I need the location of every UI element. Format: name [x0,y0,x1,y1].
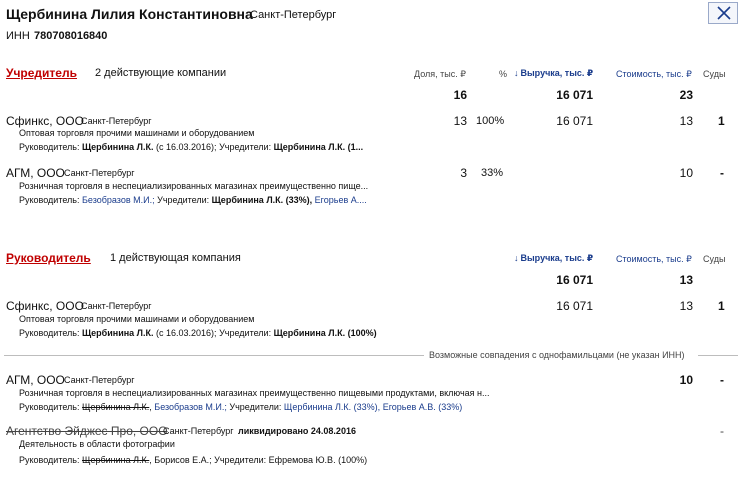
director-header-revenue[interactable] [514,253,593,264]
header-value[interactable]: Стоимость, тыс. ₽ [616,69,692,79]
head-link[interactable]: Щербинина Л.К. [82,142,154,152]
matches-caption: Возможные совпадения с однофамильцами (не указан ИНН) [429,350,685,360]
company-activity: Оптовая торговля прочими машинами и оборудованием [19,128,255,138]
arrow-down-icon: ↓ [514,253,519,263]
inn-label: ИНН [6,30,30,42]
company-city: Санкт-Петербург [64,375,135,385]
founders-link[interactable]: Щербинина Л.К. (33%), [283,402,381,412]
founder-section-title[interactable]: Учредитель [6,66,77,80]
company-people: Руководитель: Щербинина Л.К., Безобразов М.И.; Учредители: Щербинина Л.К. (33%), Егорьев А.В. (33%) [19,402,463,412]
company-courts[interactable]: 1 [718,299,725,313]
company-courts: - [720,424,724,438]
company-people [19,195,367,205]
director-company-count: 1 действующая компания [110,252,241,264]
company-activity: Оптовая торговля прочими машинами и оборудованием [19,314,255,324]
company-people: Руководитель: Щербинина Л.К., Борисов Е.А.; Учредители: Ефремова Ю.В. (100%) [19,455,368,465]
company-name[interactable]: Сфинкс, ООО [6,299,84,313]
company-share: 13 [453,114,467,128]
company-value: 13 [679,114,693,128]
company-people [19,142,363,152]
company-pct: 100% [476,115,505,127]
head-label: Руководитель: [19,328,80,338]
director-header-value[interactable]: Стоимость, тыс. ₽ [616,254,692,264]
total-share: 16 [453,88,467,102]
company-courts: - [720,373,724,387]
company-name[interactable]: Сфинкс, ООО [6,114,84,128]
director-header-courts[interactable]: Суды [703,254,726,264]
company-revenue: 16 071 [556,114,593,128]
company-share: 3 [460,166,467,180]
head-link[interactable]: Борисов Е.А.; [154,455,212,465]
divider [4,355,424,356]
company-status: ликвидировано 24.08.2016 [238,426,356,436]
head-link[interactable]: Щербинина Л.К. [82,328,154,338]
founders-label: Учредители: [157,195,210,205]
company-name[interactable]: Агентство Эйджес Про, ООО [6,424,168,438]
company-pct: 33% [481,167,504,179]
founders-link[interactable]: Щербинина Л.К. (100%) [273,328,377,338]
director-header-revenue-label: Выручка, тыс. ₽ [520,253,594,263]
founders-link[interactable]: Ефремова Ю.В. (100%) [268,455,368,465]
founders-label: Учредители: [229,402,282,412]
director-total-value: 13 [679,273,693,287]
company-activity: Розничная торговля в неспециализированных магазинах преимущественно пище... [19,181,369,191]
close-icon [716,6,732,20]
person-city: Санкт-Петербург [250,9,337,21]
director-section-title[interactable]: Руководитель [6,251,91,265]
head-label: Руководитель: [19,455,80,465]
company-name[interactable]: АГМ, ООО [6,166,65,180]
header-revenue-label: Выручка, тыс. ₽ [520,68,594,78]
head-link[interactable]: Безобразов М.И.; [82,195,155,205]
company-value: 13 [679,299,693,313]
founders-label: Учредители: [219,328,272,338]
total-revenue: 16 071 [556,88,593,102]
founders-link[interactable]: Щербинина Л.К. (1... [273,142,364,152]
head-date: (с 16.03.2016); [156,142,217,152]
company-value: 10 [679,166,693,180]
company-revenue: 16 071 [556,299,593,313]
company-value: 10 [679,373,693,387]
head-former: Щербинина Л.К. [82,402,150,412]
founders-link-2[interactable]: Егорьев А.В. (33%) [382,402,463,412]
head-label: Руководитель: [19,402,80,412]
person-name: Щербинина Лилия Константиновна [6,6,253,22]
company-name[interactable]: АГМ, ООО [6,373,65,387]
company-city: Санкт-Петербург [64,168,135,178]
company-city: Санкт-Петербург [81,301,152,311]
arrow-down-icon: ↓ [514,68,519,78]
inn-value: 780708016840 [34,30,108,42]
total-value: 23 [679,88,693,102]
company-activity: Деятельность в области фотографии [19,439,175,449]
founders-label: Учредители: [219,142,272,152]
header-pct[interactable]: % [499,69,508,79]
divider [698,355,738,356]
head-label: Руководитель: [19,142,80,152]
head-date: (с 16.03.2016); [156,328,217,338]
company-courts[interactable]: 1 [718,114,725,128]
head-label: Руководитель: [19,195,80,205]
company-city: Санкт-Петербург [163,426,234,436]
header-revenue[interactable] [514,68,593,79]
header-share[interactable]: Доля, тыс. ₽ [414,69,466,79]
founders-link[interactable]: Щербинина Л.К. (33%), [211,195,313,205]
company-activity: Розничная торговля в неспециализированных магазинах преимущественно пищевыми продуктами, включая н... [19,388,490,398]
company-city: Санкт-Петербург [81,116,152,126]
founders-label: Учредители: [214,455,267,465]
company-people [19,328,377,338]
company-courts: - [720,166,724,180]
head-former: Щербинина Л.К. [82,455,150,465]
founders-link-2[interactable]: Егорьев А.... [314,195,367,205]
header-courts[interactable]: Суды [703,69,726,79]
founder-company-count: 2 действующие компании [95,67,227,79]
director-total-revenue: 16 071 [556,273,593,287]
head-link[interactable]: Безобразов М.И.; [154,402,227,412]
close-button[interactable] [708,2,738,24]
